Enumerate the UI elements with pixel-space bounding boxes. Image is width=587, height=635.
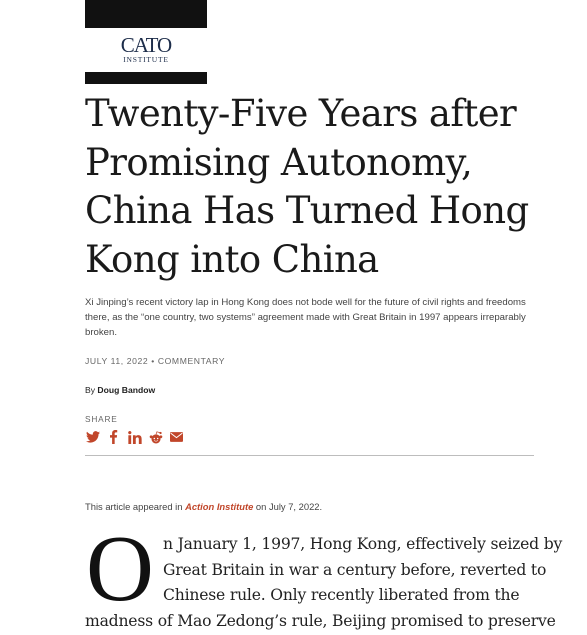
article-date: JULY 11, 2022	[85, 356, 149, 366]
article-category[interactable]: COMMENTARY	[157, 356, 226, 366]
reddit-icon[interactable]	[148, 430, 163, 444]
byline-prefix: By	[85, 385, 96, 395]
byline	[85, 385, 155, 395]
divider	[85, 455, 534, 456]
body-line: Chinese rule. Only recently liberated from the	[163, 586, 520, 604]
email-icon[interactable]	[169, 430, 184, 444]
share-label: SHARE	[85, 414, 118, 424]
body-line: Great Britain in war a century before, reverted to	[163, 561, 547, 579]
twitter-icon[interactable]	[85, 430, 100, 444]
article-meta	[85, 356, 225, 366]
source-link[interactable]: Action Institute	[185, 501, 254, 512]
article-title: Twenty-Five Years after Promising Autonomy, China Has Turned Hong Kong into China	[85, 92, 529, 281]
appeared-note	[85, 501, 322, 512]
linkedin-icon[interactable]	[127, 430, 142, 444]
facebook-icon[interactable]	[106, 430, 121, 444]
author-link[interactable]: Doug Bandow	[97, 385, 156, 395]
cato-logo[interactable]	[85, 0, 207, 84]
logo-wordmark: CATO	[120, 33, 172, 57]
logo-subtext: INSTITUTE	[123, 55, 169, 64]
share-icons	[85, 430, 184, 444]
appeared-prefix: This article appeared in	[85, 501, 183, 512]
body-line: madness of Mao Zedong’s rule, Beijing promised to preserve	[85, 612, 556, 630]
appeared-suffix: on July 7, 2022.	[255, 501, 323, 512]
body-line: n January 1, 1997, Hong Kong, effectively seized by	[163, 535, 563, 553]
meta-separator: •	[151, 356, 158, 366]
cato-logo-plate	[85, 28, 207, 72]
article-subtitle: Xi Jinping’s recent victory lap in Hong Kong does not bode well for the future of civil rights and freedoms there, as the “one country, two systems” agreement made with Great Britain in 1997 appears irreparably broken.	[85, 297, 526, 338]
drop-cap: O	[86, 517, 154, 621]
